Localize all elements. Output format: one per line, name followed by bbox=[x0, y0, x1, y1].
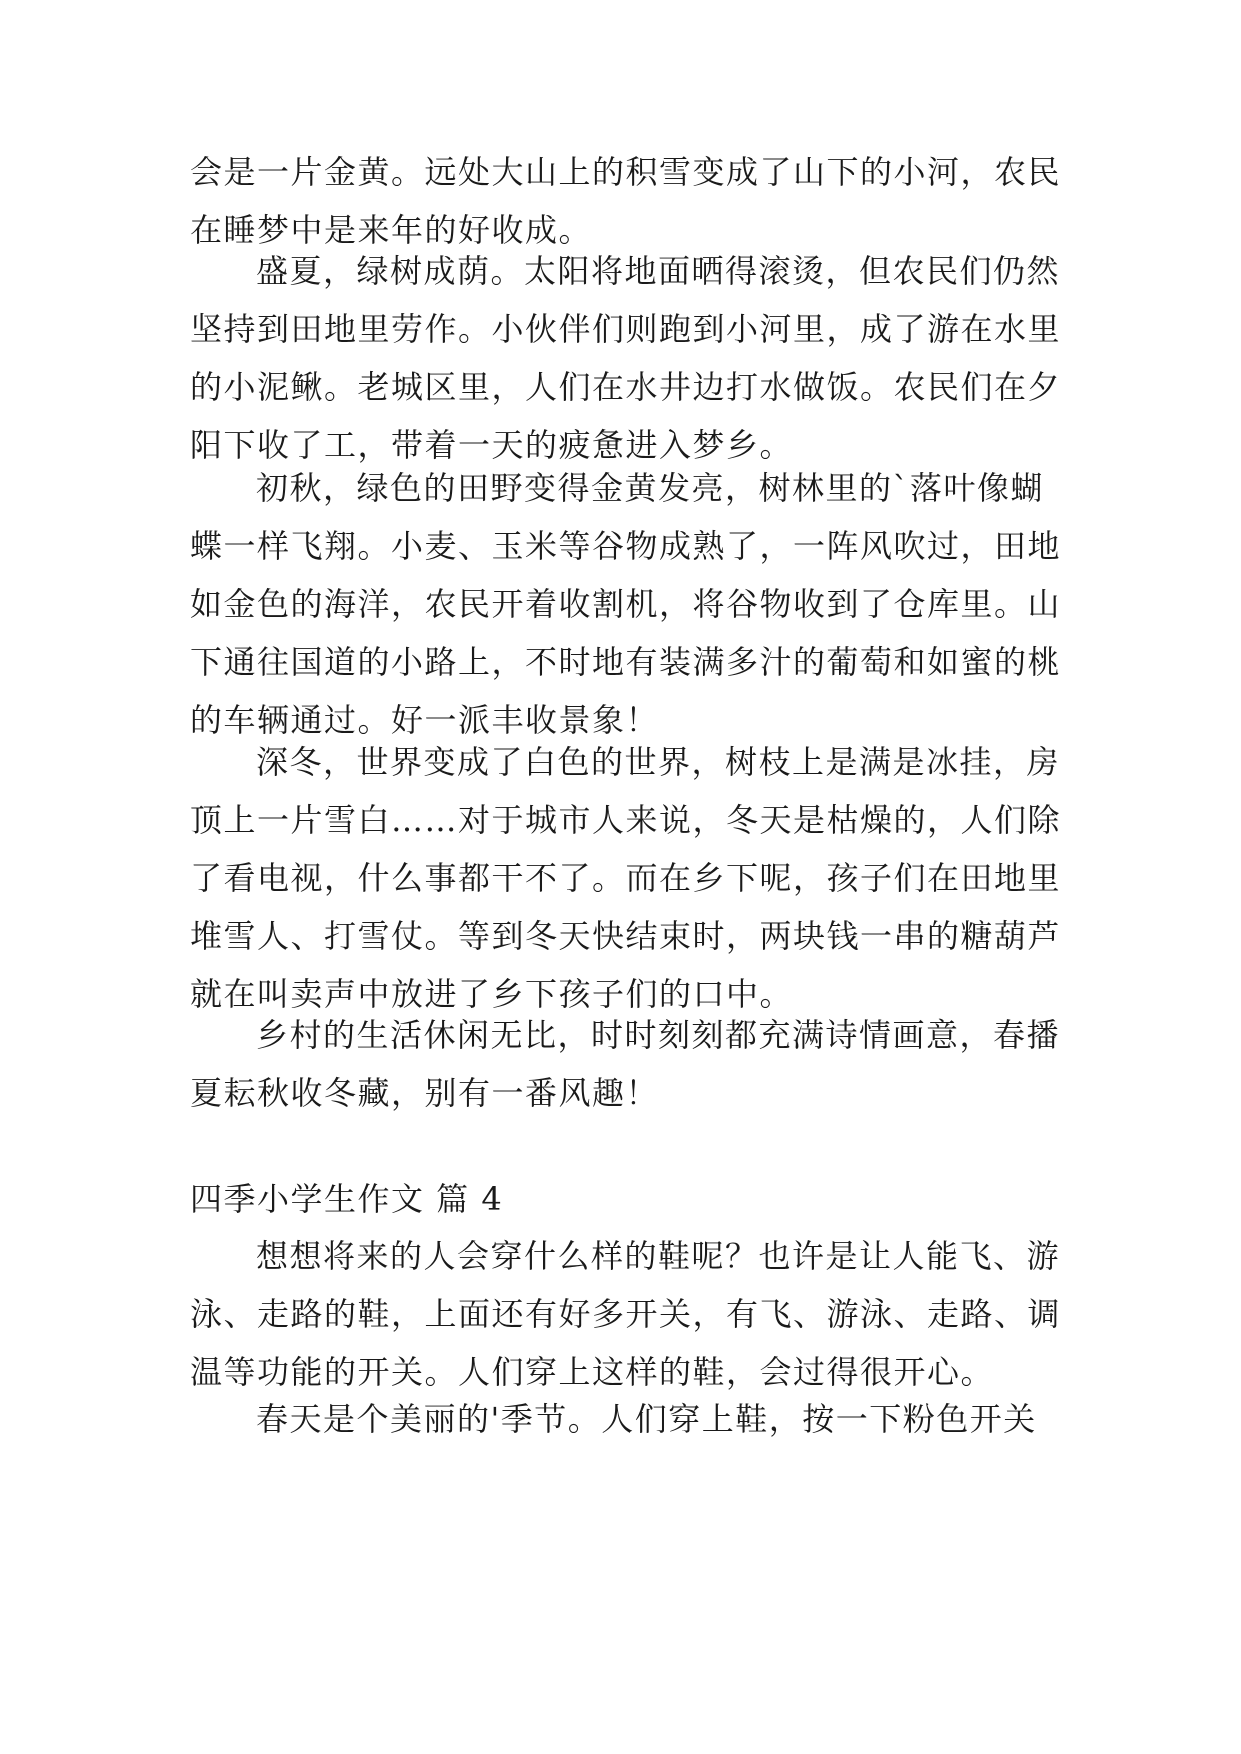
paragraph-7 bbox=[190, 1390, 1070, 1448]
text-line: 春天是个美丽的'季节。人们穿上鞋，按一下粉色开关 bbox=[256, 1400, 1037, 1438]
text-line: 会是一片金黄。远处大山上的积雪变成了山下的小河，农民 bbox=[190, 153, 1062, 191]
text-line: 的小泥鳅。老城区里，人们在水井边打水做饭。农民们在夕 bbox=[190, 368, 1062, 406]
text-line: 顶上一片雪白……对于城市人来说，冬天是枯燥的，人们除 bbox=[190, 801, 1062, 839]
text-line: 夏耘秋收冬藏，别有一番风趣！ bbox=[190, 1074, 660, 1112]
text-line: 泳、走路的鞋，上面还有好多开关，有飞、游泳、走路、调 bbox=[190, 1295, 1062, 1333]
section-heading bbox=[190, 1170, 1070, 1228]
text-line: 坚持到田地里劳作。小伙伴们则跑到小河里，成了游在水里 bbox=[190, 310, 1062, 348]
paragraph-6 bbox=[190, 1227, 1070, 1401]
paragraph-4 bbox=[190, 733, 1070, 1023]
text-line: 蝶一样飞翔。小麦、玉米等谷物成熟了，一阵风吹过，田地 bbox=[190, 527, 1062, 565]
text-line: 温等功能的开关。人们穿上这样的鞋，会过得很开心。 bbox=[190, 1353, 995, 1391]
text-line: 就在叫卖声中放进了乡下孩子们的口中。 bbox=[190, 975, 794, 1013]
text-line: 盛夏，绿树成荫。太阳将地面晒得滚烫，但农民们仍然 bbox=[256, 252, 1061, 290]
text-line: 堆雪人、打雪仗。等到冬天快结束时，两块钱一串的糖葫芦 bbox=[190, 917, 1062, 955]
text-line: 初秋，绿色的田野变得金黄发亮，树林里的`落叶像蝴 bbox=[256, 469, 1045, 507]
text-line: 在睡梦中是来年的好收成。 bbox=[190, 211, 593, 249]
text-line: 乡村的生活休闲无比，时时刻刻都充满诗情画意，春播 bbox=[256, 1016, 1061, 1054]
text-line: 深冬，世界变成了白色的世界，树枝上是满是冰挂，房 bbox=[256, 743, 1061, 781]
text-line: 了看电视，什么事都干不了。而在乡下呢，孩子们在田地里 bbox=[190, 859, 1062, 897]
paragraph-3 bbox=[190, 459, 1070, 749]
paragraph-5 bbox=[190, 1006, 1070, 1122]
text-line: 的车辆通过。好一派丰收景象！ bbox=[190, 701, 660, 739]
text-line: 阳下收了工，带着一天的疲惫进入梦乡。 bbox=[190, 426, 794, 464]
heading-text: 四季小学生作文 篇 4 bbox=[190, 1180, 504, 1218]
paragraph-2 bbox=[190, 242, 1070, 474]
text-line: 下通往国道的小路上，不时地有装满多汁的葡萄和如蜜的桃 bbox=[190, 643, 1062, 681]
text-line: 想想将来的人会穿什么样的鞋呢？也许是让人能飞、游 bbox=[256, 1237, 1061, 1275]
text-line: 如金色的海洋，农民开着收割机，将谷物收到了仓库里。山 bbox=[190, 585, 1062, 623]
